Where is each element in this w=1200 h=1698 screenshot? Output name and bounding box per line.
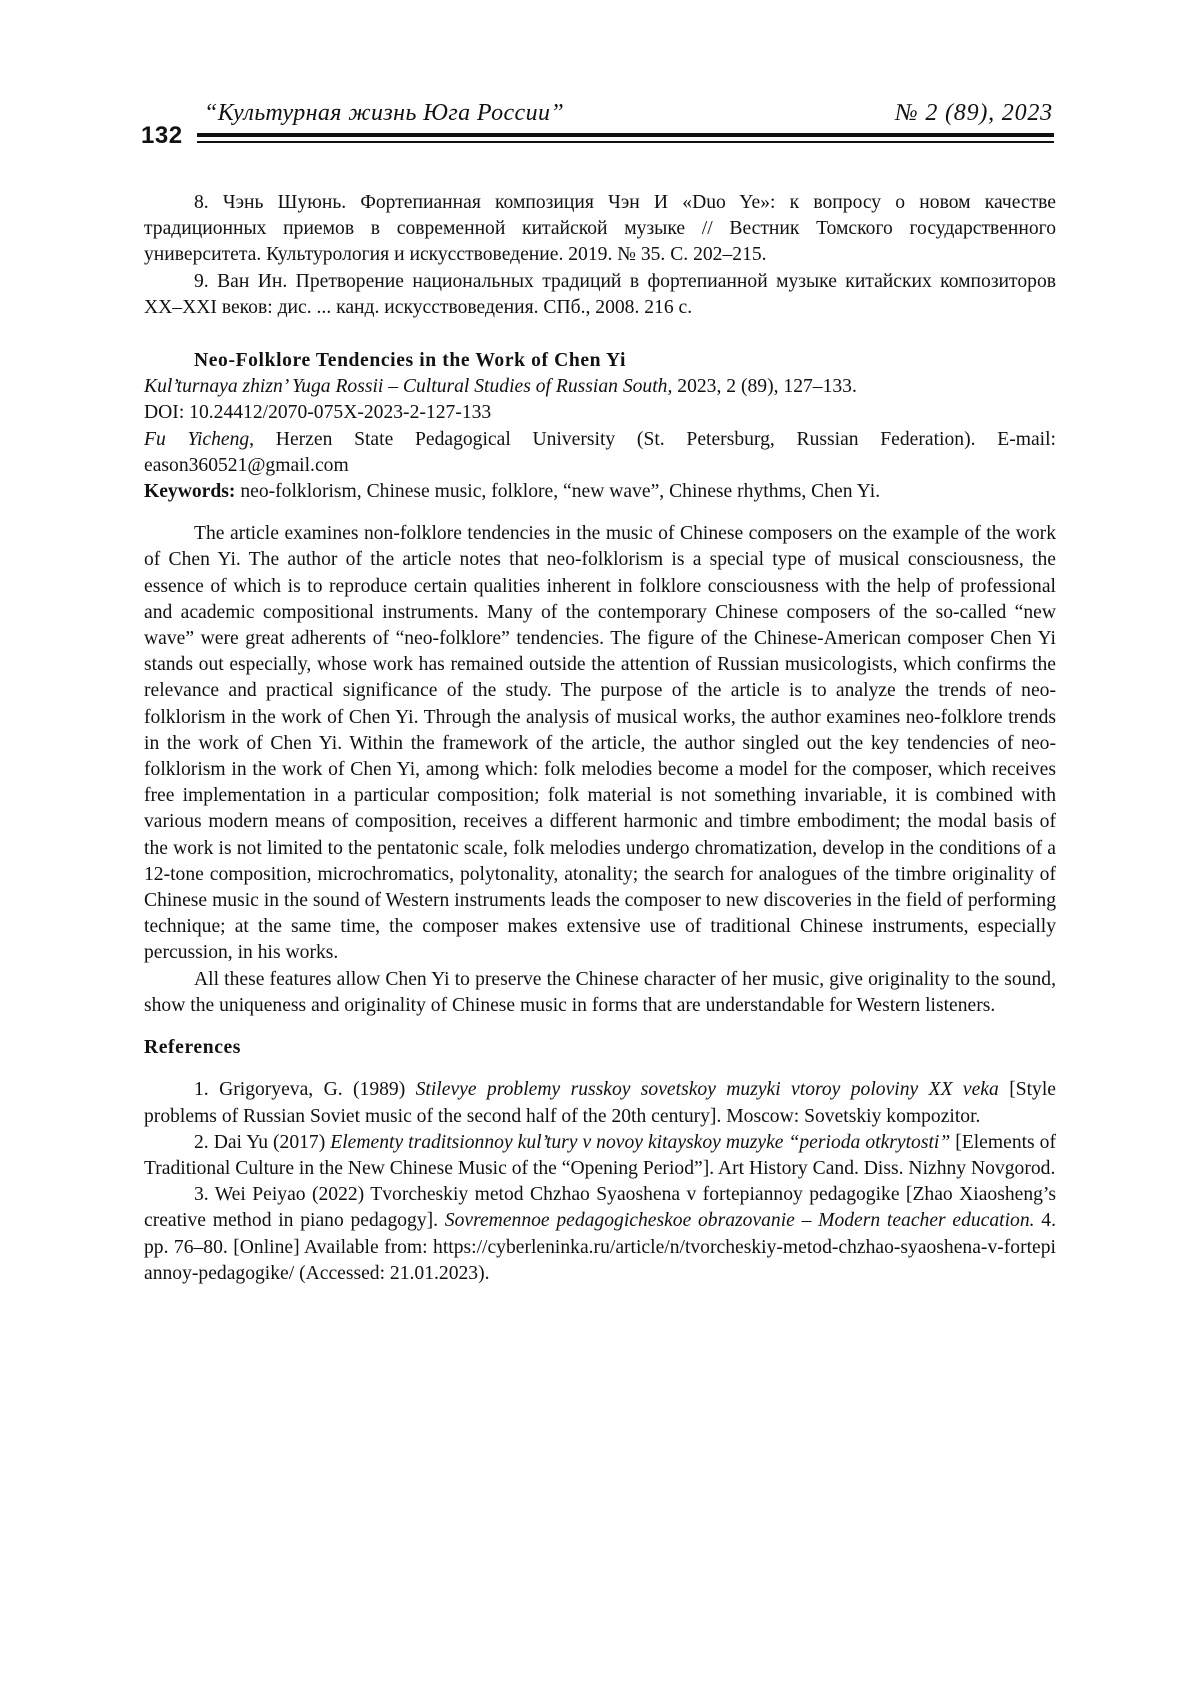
keywords-line (144, 479, 1056, 505)
reference-3: 3. Wei Peiyao (2022) Tvorcheskiy metod Chzhao Syaoshena v fortepiannoy pedagogike [Zhao Xiaosheng’s creative method in piano pedagogy]. Sovremennoe pedagogicheskoe obrazovanie – Modern teacher education. 4. pp. 76–80. [Online] Available from: https://cyberleninka.ru/article/n/tvorcheskiy-metod-chzhao-syaoshena-v-fortepiannoy-pedagogike/ (Accessed: 21.01.2023). (144, 1184, 1056, 1284)
reference-ru-8: 8. Чэнь Шуюнь. Фортепианная композиция Чэн И «Duo Ye»: к вопросу о новом качестве традиционных приемов в современной китайской музыке // Вестник Томского государственного университета. Культурология и искусствоведение. 2019. № 35. С. 202–215. (144, 192, 1056, 266)
abstract-paragraph-2: All these features allow Chen Yi to preserve the Chinese character of her music, give originality to the sound, show the uniqueness and originality of Chinese music in forms that are understandable for Western listeners. (144, 968, 1056, 1016)
issue-number: № 2 (89), 2023 (895, 100, 1053, 126)
header-rule-thick (197, 133, 1054, 137)
reference-3-url: https://cyberleninka.ru/article/n/tvorcheskiy-metod-chzhao-syaoshena-v-fortepiannoy-pedagogike/ (144, 1236, 1056, 1284)
page-content (144, 190, 1056, 1287)
citation-issue: 2023, 2 (89), 127–133. (672, 376, 857, 398)
journal-title: “Культурная жизнь Юга России” (204, 100, 565, 126)
author-name: Fu Yicheng (144, 428, 250, 450)
references-heading: References (144, 1037, 242, 1059)
reference-1: 1. Grigoryeva, G. (1989) Stilevye problemy russkoy sovetskoy muzyki vtoroy poloviny XX veka [Style problems of Russian Soviet music of the second half of the 20th century]. Moscow: Sovetskiy kompozitor. (144, 1079, 1056, 1127)
abstract-paragraph-1: The article examines non-folklore tendencies in the music of Chinese composers on the example of the work of Chen Yi. The author of the article notes that neo-folklorism is a special type of musical consciousness, the essence of which is to reproduce certain qualities inherent in folklore consciousness with the help of professional and academic compositional instruments. Many of the contemporary Chinese composers of the so-called “new wave” were great adherents of “neo-folklore” tendencies. The figure of the Chinese-American composer Chen Yi stands out especially, whose work has remained outside the attention of Russian musicologists, which confirms the relevance and practical significance of the study. The purpose of the article is to analyze the trends of neo-folklorism in the work of Chen Yi. Through the analysis of musical works, the author examines neo-folklore trends in the work of Chen Yi. Within the framework of the article, the author singled out the key tendencies of neo-folklorism in the work of Chen Yi, among which: folk melodies become a model for the composer, which receives free implementation in a particular composition; folk material is not something invariable, it is combined with various modern means of composition, receives a different harmonic and timbre embodiment; the modal basis of the work is not limited to the pentatonic scale, folk melodies undergo chromatization, develop in the conditions of a 12-tone composition, microchromatics, polytonality, atonality; the search for analogues of the timbre originality of Chinese music in the sound of Western instruments leads the composer to new discoveries in the field of performing technique; at the same time, the composer makes extensive use of traditional Chinese instruments, especially percussion, in his works. (144, 523, 1056, 964)
page-number: 132 (141, 122, 183, 149)
keywords-label: Keywords: (144, 481, 236, 503)
reference-ru-9: 9. Ван Ин. Претворение национальных традиций в фортепианной музыке китайских композиторов XX–XXI веков: дис. ... канд. искусствоведения. СПб., 2008. 216 с. (144, 270, 1056, 318)
reference-2: 2. Dai Yu (2017) Elementy traditsionnoy kul’tury v novoy kitayskoy muzyke “perioda otkrytosti” [Elements of Traditional Culture in the New Chinese Music of the “Opening Period”]. Art History Cand. Diss. Nizhny Novgorod. (144, 1131, 1056, 1179)
author-line (144, 427, 1056, 479)
citation-journal: Kul’turnaya zhizn’ Yuga Rossii – Cultural Studies of Russian South, (144, 376, 673, 398)
doi-line: DOI: 10.24412/2070-075X-2023-2-127-133 (144, 402, 492, 424)
english-title: Neo-Folklore Tendencies in the Work of Chen Yi (194, 350, 627, 372)
citation-line (144, 374, 1056, 400)
keywords-text: neo-folklorism, Chinese music, folklore, “new wave”, Chinese rhythms, Chen Yi. (235, 481, 881, 503)
author-affiliation: , Herzen State Pedagogical University (St. Petersburg, Russian Federation). E-mail: eason360521@gmail.com (144, 428, 1056, 476)
header-rule-thin (197, 141, 1054, 143)
